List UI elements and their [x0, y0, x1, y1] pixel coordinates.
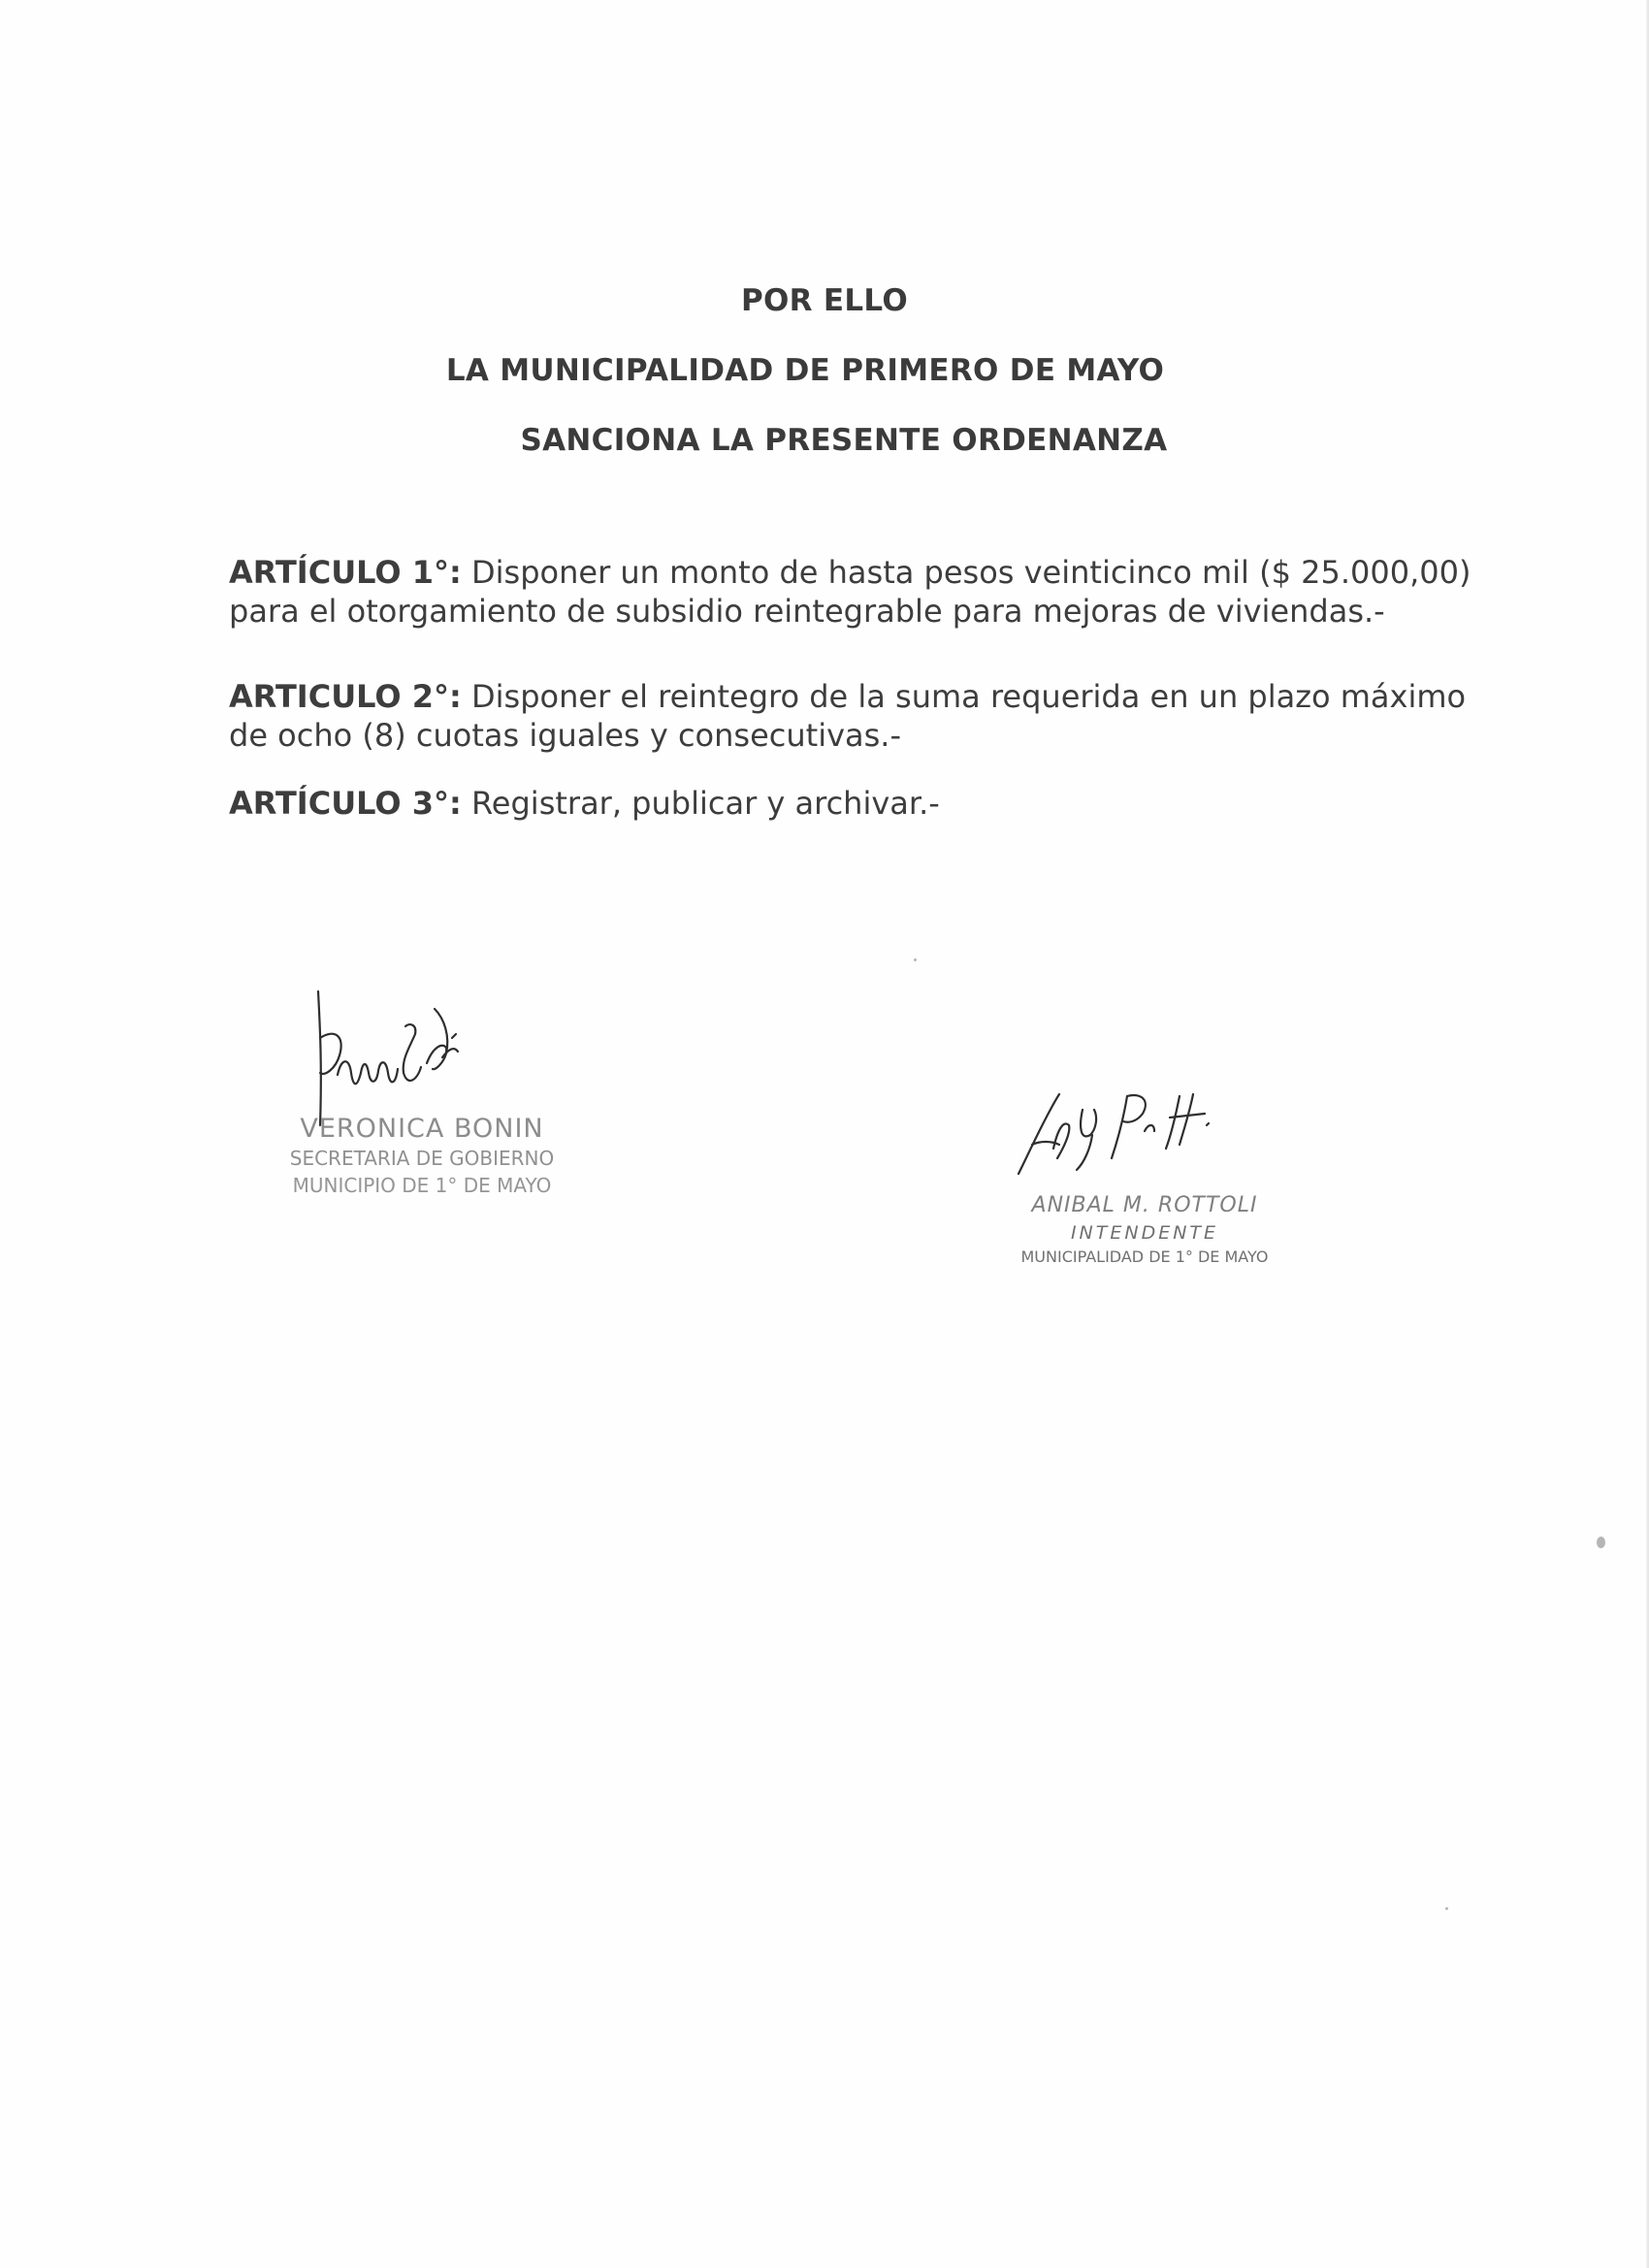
signature-block-secretary: [281, 980, 563, 1213]
stamp-org-secretary: MUNICIPIO DE 1° DE MAYO: [292, 1174, 552, 1197]
scan-speck: [914, 958, 917, 961]
handwritten-signature-mayor: [999, 1077, 1290, 1193]
stamp-name-mayor: ANIBAL M. ROTTOLI: [1031, 1193, 1258, 1217]
article-3: [229, 784, 1490, 823]
heading-sanctions: SANCIONA LA PRESENTE ORDENANZA: [520, 423, 1168, 458]
signature-block-mayor: [999, 1077, 1290, 1271]
scan-speck: [1445, 1907, 1448, 1910]
article-3-text: Registrar, publicar y archivar.-: [461, 785, 940, 822]
scan-speck: [1597, 1537, 1605, 1548]
stamp-org-mayor: MUNICIPALIDAD DE 1° DE MAYO: [1020, 1247, 1269, 1266]
handwritten-signature-secretary: [281, 980, 563, 1174]
article-3-label: ARTÍCULO 3°:: [229, 785, 462, 822]
stamp-role-mayor: INTENDENTE: [1070, 1222, 1219, 1244]
article-1-text: Disponer un monto de hasta pesos veinticinco mil ($ 25.000,00) para el otorgamiento de subsidio reintegrable para mejoras de viviendas.-: [229, 554, 1471, 630]
stamp-name-secretary: VERONICA BONIN: [300, 1114, 544, 1144]
article-1: [229, 553, 1490, 631]
stamp-role-secretary: SECRETARIA DE GOBIERNO: [289, 1147, 555, 1170]
article-2-label: ARTICULO 2°:: [229, 678, 462, 715]
article-2-text: Disponer el reintegro de la suma requerida en un plazo máximo de ocho (8) cuotas iguales y consecutivas.-: [229, 678, 1467, 754]
heading-por-ello: POR ELLO: [740, 283, 909, 318]
article-2: [229, 677, 1490, 755]
heading-municipality: LA MUNICIPALIDAD DE PRIMERO DE MAYO: [445, 353, 1165, 388]
article-1-label: ARTÍCULO 1°:: [229, 554, 462, 591]
